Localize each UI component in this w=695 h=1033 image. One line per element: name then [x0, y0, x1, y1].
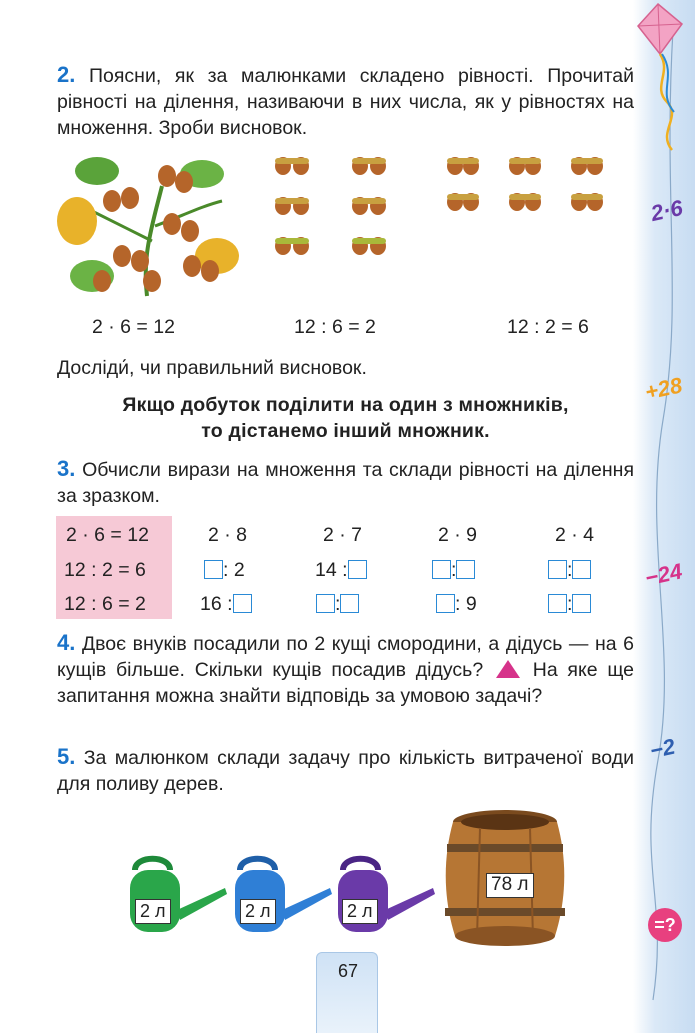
watering-can-blue — [230, 850, 335, 940]
triangle-icon — [496, 660, 520, 678]
oak-branch-illustration — [52, 146, 242, 306]
answer-box[interactable] — [316, 594, 335, 613]
page-number-tab — [316, 952, 378, 1033]
sample-line-3: 12 : 6 = 2 — [64, 593, 146, 615]
side-label-plus: +28 — [642, 372, 685, 405]
answer-box[interactable] — [340, 594, 359, 613]
rule-line-1: Якщо добуток поділити на один з множників, — [122, 394, 569, 416]
side-label-minus-2: −2 — [647, 733, 678, 764]
side-label-mult: 2·6 — [648, 194, 685, 227]
answer-box[interactable] — [204, 560, 223, 579]
col1-mid: : 2 — [204, 559, 245, 582]
rule-line-2: то дістанемо інший множник. — [201, 420, 490, 442]
side-label-minus: −24 — [642, 558, 685, 591]
col2-bot: : — [316, 593, 359, 616]
task5-text: 5. За малюнком склади задачу про кількість витраченої води для поливу дерев. — [57, 744, 634, 795]
task3-text: 3. Обчисли вирази на множення та склади рівності на ділення за зразком. — [57, 456, 634, 507]
task2-text: 2. Поясни, як за малюнками складено рівності. Прочитай рівності на ділення, називаючи в них числа, як у рівностях на множення. Зроби висновок. — [57, 62, 634, 139]
col2-top: 2 · 7 — [323, 524, 363, 546]
col4-top: 2 · 4 — [555, 524, 595, 546]
kite-icon — [632, 2, 687, 152]
answer-box[interactable] — [572, 560, 591, 579]
task4-number: 4. — [57, 630, 76, 655]
col3-bot: : 9 — [436, 593, 477, 616]
answer-box[interactable] — [233, 594, 252, 613]
col1-top: 2 · 8 — [208, 524, 248, 546]
barrel-label: 78 л — [486, 873, 534, 898]
task3-number: 3. — [57, 456, 76, 481]
sample-line-1: 2 · 6 = 12 — [66, 524, 149, 546]
acorns-6-groups-of-2 — [270, 150, 410, 265]
can-3-label: 2 л — [342, 899, 378, 924]
answer-box[interactable] — [548, 560, 567, 579]
equals-question-badge: =? — [648, 908, 682, 942]
answer-box[interactable] — [456, 560, 475, 579]
page-number: 67 — [337, 961, 359, 981]
answer-box[interactable] — [436, 594, 455, 613]
task4-text: 4. Двоє внуків посадили по 2 кущі смородини, а дідусь — на 6 кущів більше. Скільки кущів посадив дідусь? На яке ще запитання можна знайти відповідь за умовою задачі? — [57, 630, 635, 707]
col4-bot: : — [548, 593, 591, 616]
col3-top: 2 · 9 — [438, 524, 478, 546]
col3-mid: : — [432, 559, 475, 582]
can-2-label: 2 л — [240, 899, 276, 924]
task2-number: 2. — [57, 62, 76, 87]
side-thread-decoration — [633, 0, 695, 1033]
col2-mid: 14 : — [315, 559, 367, 582]
answer-box[interactable] — [572, 594, 591, 613]
equation-3: 12 : 2 = 6 — [507, 316, 589, 338]
equation-2: 12 : 6 = 2 — [294, 316, 376, 338]
watering-can-green — [125, 850, 230, 940]
acorns-2-groups-of-6 — [445, 150, 635, 220]
answer-box[interactable] — [432, 560, 451, 579]
can-1-label: 2 л — [135, 899, 171, 924]
task5-number: 5. — [57, 744, 76, 769]
task2-check: Досліди́, чи правильний висновок. — [57, 357, 367, 379]
answer-box[interactable] — [348, 560, 367, 579]
equation-1: 2 · 6 = 12 — [92, 316, 175, 338]
answer-box[interactable] — [548, 594, 567, 613]
col1-bot: 16 : — [200, 593, 252, 616]
col4-mid: : — [548, 559, 591, 582]
watering-can-purple — [333, 850, 438, 940]
sample-line-2: 12 : 2 = 6 — [64, 559, 146, 581]
